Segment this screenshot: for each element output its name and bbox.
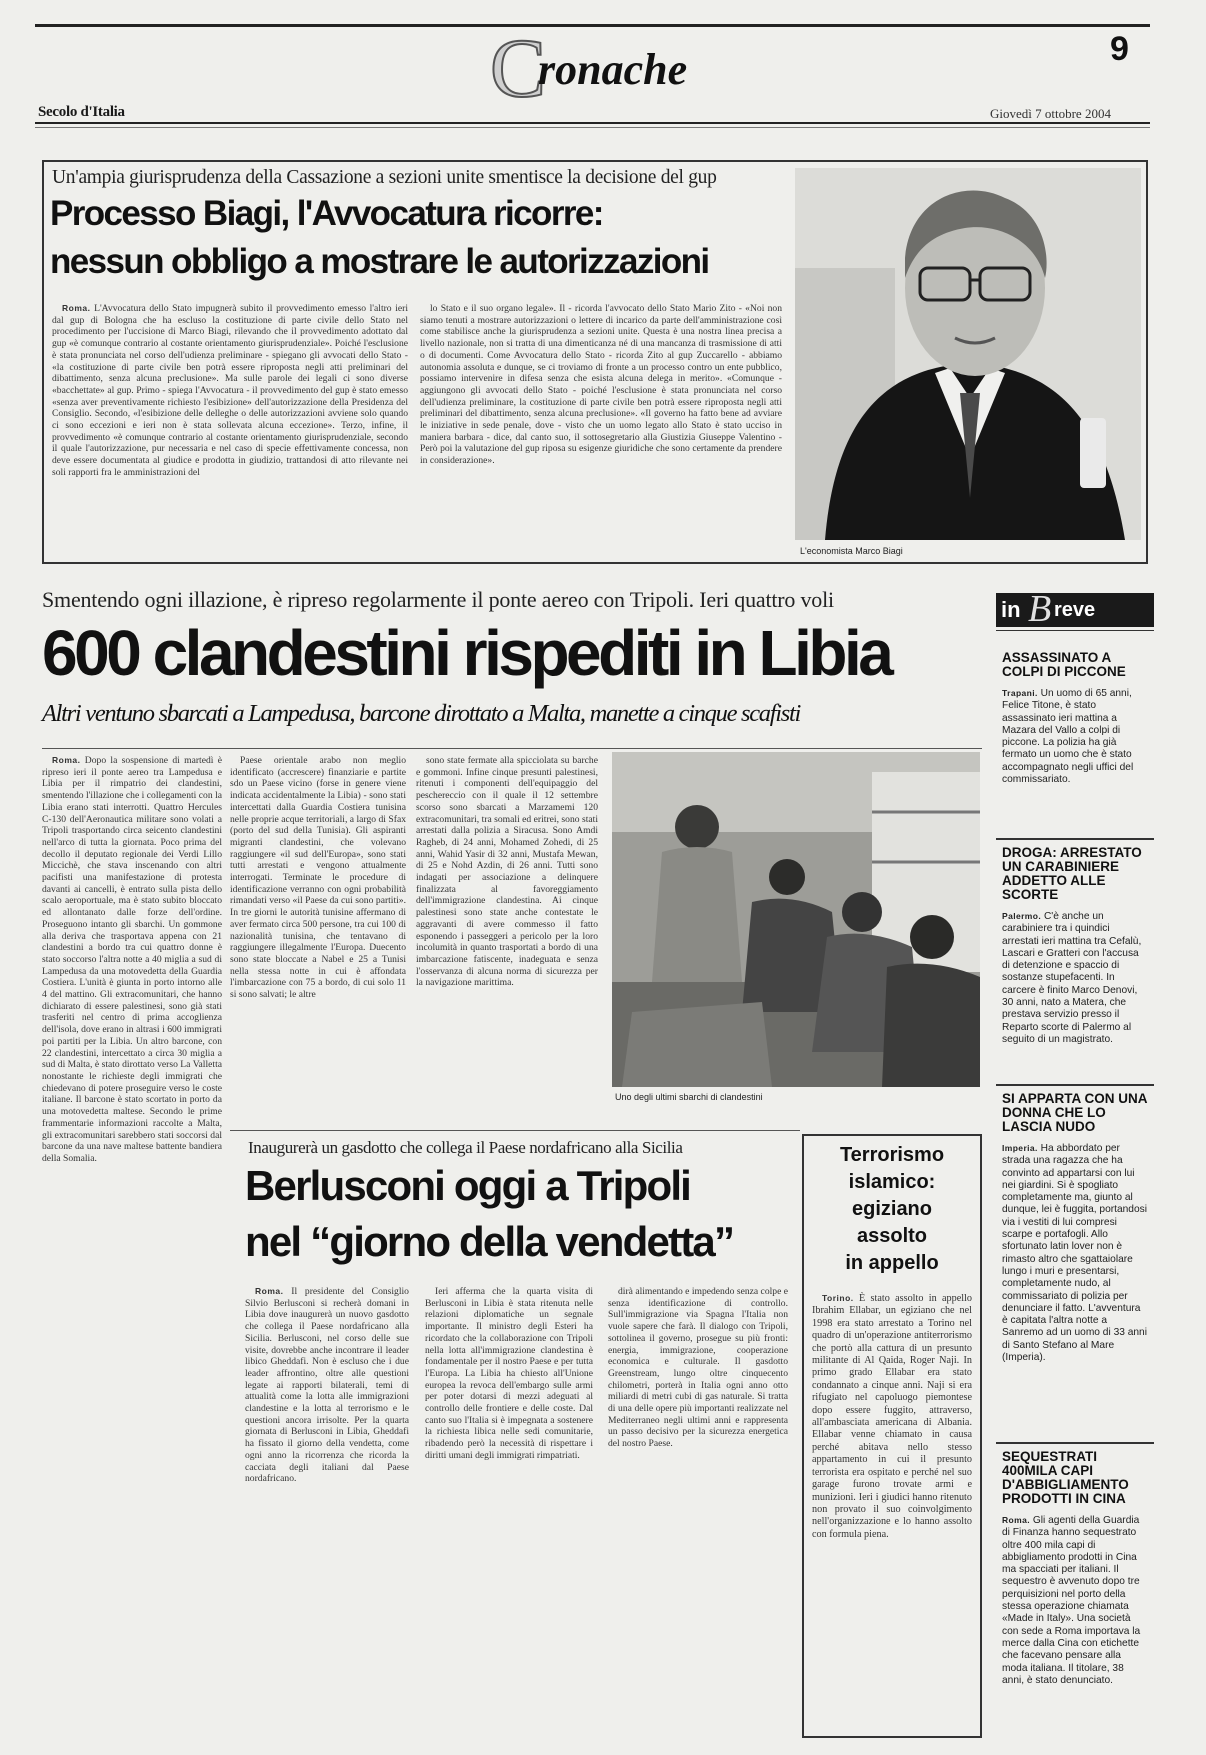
libia-text-2: Paese orientale arabo non meglio identificato (accrescere) finanziarie e partite sdo un Paese vicino (forse in genere viene indicata accidentalmente la Libia) - sono stati intercettati dalla Guardia Costiera tunisina nelle proprie acque territoriali, a largo di Sfax (porto del sud della Tunisia). Gli aspiranti migranti clandestini, che volevano raggiungere «il sud dell'Europa», sono stati tutti arrestati e vengono attualmente interrogati. Terminate le procedure di identificazione verranno con ogni probabilità rimandati verso «il Paese da cui sono partiti». In tre giorni le autorità tunisine affermano di aver fermato circa 500 persone, tra cui 100 di nazionalità tunisina, che tentavano di raggiungere illegalmente l'Europa. Duecento sono state bloccate a Nabel e 25 a Tunisi nella stessa notte in cui è affondata l'imbarcazione con 75 a bordo, di cui solo 11 si sono salvati; le altre — [230, 755, 406, 1001]
brief-divider — [996, 1442, 1154, 1444]
biagi-col-1 — [52, 303, 408, 555]
brief-text: C'è anche un carabiniere tra i quindici arrestati ieri mattina tra Cefalù, Lascari e Gratteri con l'accusa di detenzione e spaccio di sostanze stupefacenti. In carcere è finito Marco Denovi, 30 anni, nato a Matera, che prestava servizio presso il Reparto scorte di Palermo al seguito di un magistrato. — [1002, 911, 1142, 1045]
newspaper-name: Secolo d'Italia — [38, 104, 125, 120]
biagi-col-2 — [420, 303, 782, 555]
section-initial: C — [490, 22, 547, 115]
brief-item — [1002, 1092, 1148, 1434]
libia-kicker: Smentendo ogni illazione, è ripreso regolarmente il ponte aereo con Tripoli. Ieri quattro voli — [42, 587, 834, 612]
section-rest: ronache — [538, 45, 688, 94]
header-rule-thin — [35, 127, 1150, 128]
brief-dateline: Imperia. — [1002, 1143, 1038, 1153]
terrorismo-text: È stato assolto in appello Ibrahim Ellabar, un egiziano che nel 1998 era stato arrestato a Torino nel quadro di un'operazione antiterrorismo che portò alla cattura di un presunto militante di Al Qaida, Roger Naji. In primo grado Ellabar era stato condannato a cinque anni. Naji si era rifugiato nel capoluogo piemontese dopo essere fuggito, attraverso, all'ambasciata americana di Albania. Ellabar venne chiamato in causa perché abitava nello stesso appartamento in cui il presunto terrorista era ospitato e perché nel suo garage furono trovate armi e munizioni. Ieri i giudici hanno ritenuto non provato il suo coinvolgimento nell'organizzazione e lo hanno assolto con formula piena. — [812, 1293, 972, 1540]
libia-text-1: Dopo la sospensione di martedì è ripreso ieri il ponte aereo tra Lampedusa e Libia per il rimpatrio dei clandestini, smentendo l'illazione che i collegamenti con la Libia erano stati interrotti. Quattro Hercules C-130 dell'Aeronautica militare sono volati a Tripoli trasportando circa seicento clandestini nell'arco di tutta la giornata. Poco prima del decollo il deputato regionale dei Verdi Lillo Miccichè, che stava inscenando con altri pacifisti una manifestazione di protesta davanti ai cancelli, è entrato sulla pista dello scalo aeroportuale, ma è stato subito bloccato ed allontanato dalle forze dell'ordine. Proseguono intanto gli sbarchi. Un gommone alla deriva che trasportava appena con 21 clandestini a bordo tra cui quattro donne è stato soccorso l'altra notte a 40 miglia a sud di Lampedusa da una motovedetta della Guardia Costiera. L'unità è giunta in porto intorno alle 4 del mattino. Gli extracomunitari, che hanno dichiarato di essere palestinesi, sono già stati trasferiti nel centro di prima accoglienza dell'isola, dove erano in altrasi i 600 immigrati poi partiti per la Libia. Un altro barcone, con 22 clandestini, intercettato a circa 30 miglia a sud di Malta, è stato dirottato verso La Valletta nonostante le richieste degli immigrati che chiedevano di potere proseguire verso le coste italiane. Il barcone è stato scortato in porto da una motovedetta maltese. Secondo le prime frammentarie informazioni raccolte a Malta, gli extracomunitari sarebbero stati soccorsi dal barcone da una nave maltese battente bandiera della Somalia. — [42, 755, 222, 1164]
clandestini-photo — [612, 752, 980, 1087]
terrorismo-title-4: assolto — [856, 1225, 928, 1247]
brief-item — [1002, 1450, 1148, 1740]
libia-dateline: Roma. — [52, 755, 81, 765]
in-breve-header — [996, 588, 1154, 630]
biagi-photo-caption: L'economista Marco Biagi — [800, 546, 903, 556]
berlusconi-col-1 — [245, 1286, 409, 1738]
brief-dateline: Roma. — [1002, 1515, 1030, 1525]
berlusconi-col-3 — [608, 1286, 788, 1738]
biagi-text-1: L'Avvocatura dello Stato impugnerà subito il provvedimento emesso l'altro ieri dal gup di Bologna che ha escluso la costituzione di parte civile dello Stato nel procedimento per l'uccisione di Marco Biagi, rilevando che il provvedimento adottato dal gup «è comunque contrario al costante orientamento giurisprudenziale». Poiché l'esclusione è stata pronunciata nel corso dell'udienza preliminare - spiegano gli avvocati dello Stato - «la costituzione di parte civile ben potrà essere riproposta negli atti preliminari del dibattimento, senza alcuna preclusione». Ma sulle parole dei legali ci sono diverse «bacchettate» al gup. Primo - spiega l'Avvocatura - il provvedimento del gup è stato emesso «senza aver preventivamente richiesto l'esibizione» dell'autorizzazione della Presidenza del Consiglio. Secondo, «l'esibizione delle delleghe o delle autorizzazioni avviene solo quando ci sono eccezioni e ieri non è stata sollevata alcuna eccezione». Terzo, infine, il provvedimento «è comunque contrario al costante orientamento giurisprudenziale, secondo il quale l'autorizzazione, pur necessaria e nel caso di specie effettivamente concessa, non deve essere documentata al giudice e prodotta in giudizio, trattandosi di atto rilevante nei soli rapporti fra le amministrazioni del — [52, 303, 408, 478]
biagi-photo — [795, 168, 1141, 540]
libia-col-1 — [42, 755, 222, 1755]
berlusconi-kicker: Inaugurerà un gasdotto che collega il Paese nordafricano alla Sicilia — [248, 1138, 683, 1157]
section-title — [490, 22, 730, 115]
issue-date: Giovedì 7 ottobre 2004 — [990, 106, 1111, 121]
berlusconi-top-rule — [230, 1130, 800, 1131]
page-number: 9 — [1110, 30, 1129, 68]
terrorismo-title-3: egiziano — [851, 1198, 932, 1220]
brief-dateline: Palermo. — [1002, 911, 1042, 921]
terrorismo-dateline: Torino. — [822, 1293, 854, 1303]
libia-col-3 — [416, 755, 598, 1110]
libia-col-2 — [230, 755, 406, 1110]
biagi-kicker: Un'ampia giurisprudenza della Cassazione a sezioni unite smentisce la decisione del gup — [52, 167, 717, 188]
biagi-headline-2: nessun obbligo a mostrare le autorizzazioni — [50, 242, 709, 281]
brief-text: Gli agenti della Guardia di Finanza hanno sequestrato oltre 400 mila capi di abbigliamento prodotti in Cina ma spacciati per italiani. Il sequestro è avvenuto dopo tre perquisizioni nel porto della stessa operazione chiamata «Made in Italy». Una società con sede a Roma importava la merce dalla Cina con etichette che facevano pensare alla moda italiana. Il titolare, 38 anni, è stato denunciato. — [1002, 1515, 1141, 1686]
brief-divider — [996, 838, 1154, 840]
header-rule — [35, 122, 1150, 124]
terrorismo-title-1: Terrorismo — [839, 1144, 945, 1166]
libia-rule — [42, 748, 982, 749]
in-breve-initial: B — [1028, 588, 1052, 630]
brief-title: SI APPARTA CON UNA DONNA CHE LO LASCIA NUDO — [1002, 1092, 1147, 1134]
biagi-headline-1: Processo Biagi, l'Avvocatura ricorre: — [50, 194, 603, 233]
brief-title: SEQUESTRATI 400MILA CAPI D'ABBIGLIAMENTO PRODOTTI IN CINA — [1002, 1450, 1129, 1506]
biagi-dateline: Roma. — [62, 303, 91, 313]
terrorismo-title-5: in appello — [845, 1252, 939, 1274]
libia-headline: 600 clandestini rispediti in Libia — [42, 617, 891, 689]
libia-subhead: Altri ventuno sbarcati a Lampedusa, barcone dirottato a Malta, manette a cinque scafisti — [42, 700, 800, 727]
in-breve-in: in — [1001, 597, 1021, 622]
brief-dateline: Trapani. — [1002, 688, 1038, 698]
berlusconi-headline-2: nel “giorno della vendetta” — [245, 1218, 734, 1265]
terrorismo-body — [812, 1292, 972, 1732]
top-rule — [35, 24, 1150, 27]
brief-item — [1002, 846, 1148, 1078]
terrorismo-title — [808, 1142, 976, 1277]
berlusconi-text-1: Il presidente del Consiglio Silvio Berlusconi si recherà domani in Libia dove inaugurerà un nuovo gasdotto che collega il Paese nordafricano alla Sicilia. Berlusconi, nel corso delle sue visite, dovrebbe anche incontrare il leader libico Gheddafi. Non è escluso che i due leader affrontino, oltre alle questioni legate ai rapporti bilaterali, temi di attualità come la lotta alle immigrazioni clandestine e la lotta al terrorismo e le questioni ancora irrisolte. Per la quarta giornata di Berlusconi in Libia, Gheddafi ha fissato il giorno della vendetta, come ogni anno la ricorrenza che ricorda la cacciata degli italiani dal Paese nordafricano. — [245, 1286, 409, 1485]
berlusconi-text-3: dirà alimentando e impedendo senza colpe e senza identificazione di controllo. Sull'immigrazione via Spagna l'Italia non vuole sapere che farà. Il dialogo con Tripoli, sottolinea il governo, prosegue su più fronti: energia, immigrazione, cooperazione economica e culturale. Il gasdotto Greenstream, lungo oltre cinquecento chilometri, porterà in Italia ogni anno otto miliardi di metri cubi di gas naturale. Si tratta di una delle opere più importanti realizzate nel Mediterraneo negli ultimi anni e rappresenta un passo decisivo per la sicurezza energetica del nostro Paese. — [608, 1286, 788, 1450]
brief-title: ASSASSINATO A COLPI DI PICCONE — [1002, 651, 1126, 679]
biagi-text-2: lo Stato e il suo organo legale». Il - ricorda l'avvocato dello Stato Mario Zito - «Noi non siamo tenuti a mostrare autorizzazioni o lettere di incarico da parte dell'amministrazione così come stabilisce anche la giurisprudenza a sezioni unite. Questa è una nostra linea precisa a livello nazionale, non si tratta di una dimenticanza né di una mancanza di trasmissione di atti o di documenti. Come Avvocatura dello Stato - ricorda Zito al gup Zuccarello - abbiamo autonomia assoluta e dunque, se ci troviamo di fronte a un processo contro un ente pubblico, possiamo intervenire in difesa senza che esista alcuna delega in merito». «Comunque - aggiungono gli avvocati dello Stato - poiché l'esclusione è stata pronunciata nel corso dell'udienza preliminare, la costituzione di parte civile ben potrà essere riproposta negli atti preliminari del dibattimento, senza alcuna preclusione». «Il governo ha fatto bene ad avviare le iniziative in sede penale, dove - visto che un uomo legato allo Stato è stato ucciso in maniera barbara - dice, dal canto suo, il sottosegretario alla Giustizia Giuseppe Valentino - Però poi la valutazione del gup riposa su esigenze giuridiche che sono certamente da prendere in considerazione». — [420, 303, 782, 467]
clandestini-photo-caption: Uno degli ultimi sbarchi di clandestini — [615, 1092, 763, 1102]
berlusconi-headline-1: Berlusconi oggi a Tripoli — [245, 1162, 691, 1209]
in-breve-rule — [996, 630, 1154, 631]
brief-text: Un uomo di 65 anni, Felice Titone, è stato assassinato ieri mattina a Mazara del Vallo a colpi di piccone. La polizia ha già fermato un uomo che è stato accompagnato negli uffici del commissariato. — [1002, 688, 1134, 786]
in-breve-rest: reve — [1054, 599, 1096, 621]
brief-text: Ha abbordato per strada una ragazza che ha convinto ad appartarsi con lui nei giardini. Si è spogliato completamente ma, giunto al dunque, lei è fuggita, portandosi via i vestiti di lui compresi scarpe e portafogli. Allo sfortunato latin lover non è rimasto altro che sgattaiolare lungo i muri e presentarsi, completamente nudo, al commissariato di polizia per denunciare il fatto. L'avventura è capitata l'altra notte a Sanremo ad un uomo di 33 anni di Santo Stefano al Mare (Imperia). — [1002, 1143, 1147, 1364]
brief-title: DROGA: ARRESTATO UN CARABINIERE ADDETTO ALLE SCORTE — [1002, 846, 1142, 902]
berlusconi-dateline: Roma. — [255, 1286, 284, 1296]
berlusconi-text-2: Ieri afferma che la quarta visita di Berlusconi in Libia è stata ritenuta nelle relazioni diplomatiche un segnale importante. Il ministro degli Esteri ha ricordato che la collaborazione con Tripoli nella lotta all'immigrazione clandestina è fondamentale per il nostro Paese e per tutta l'Europa. La Libia ha chiesto all'Unione europea la revoca dell'embargo sulle armi per poter dotarsi di mezzi adeguati al controllo delle frontiere e delle coste. Dal canto suo l'Italia si è impegnata a sostenere la richiesta libica nelle sedi comunitarie, ribadendo però la necessità di rispettare i diritti umani degli immigrati rimpatriati. — [425, 1286, 593, 1461]
libia-text-3: sono state fermate alla spicciolata su barche e gommoni. Infine cinque presunti palestinesi, ritenuti i componenti dell'equipaggio del peschereccio con il quale il 12 settembre scorso sono sbarcati a Marzamemi 120 extracomunitari, tra somali ed eritrei, sono stati arrestati dalla polizia a Siracusa. Sono Amdi Ragheb, di 24 anni, Mohamed Zohedi, di 25 anni, Wahid Yasir di 32 anni, Mustafa Mewan, di 25 e Nohd Azdin, di 26 anni. Tutti sono indagati per associazione a delinquere finalizzata al favoreggiamento dell'immigrazione clandestina. Ai cinque palestinesi sono state anche contestate le aggravanti di avere commesso il fatto esponendo i passeggeri a pericolo per la loro incolumità in quanto trasportati a bordo di una imbarcazione fatiscente, inadeguata e senza l'osservanza di alcuna norma di sicurezza per la navigazione marittima. — [416, 755, 598, 989]
berlusconi-col-2 — [425, 1286, 593, 1738]
brief-divider — [996, 1084, 1154, 1086]
brief-item — [1002, 651, 1148, 831]
terrorismo-title-2: islamico: — [848, 1171, 936, 1193]
